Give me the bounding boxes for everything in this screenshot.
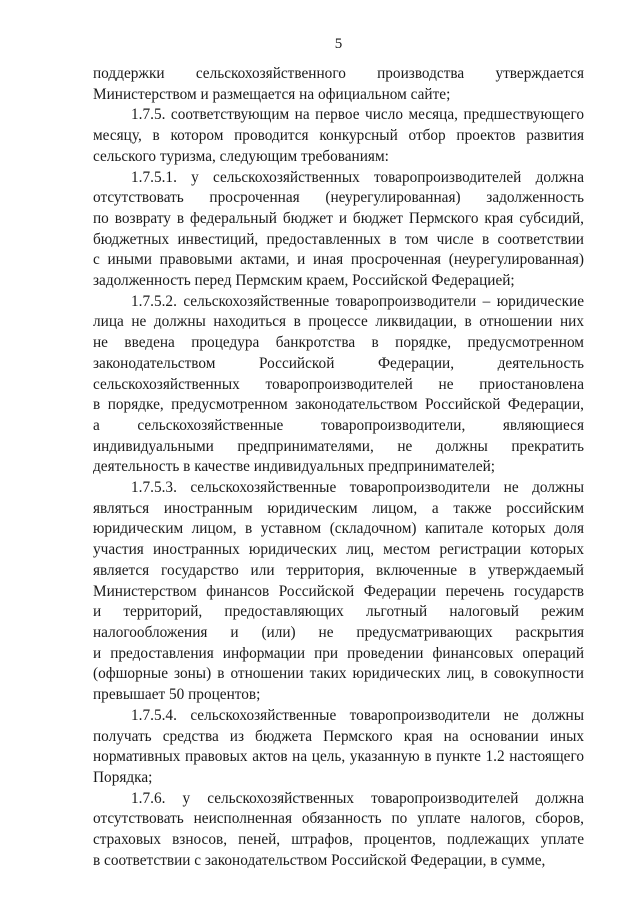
text-line: юридическим лицом, в уставном (складочном) капитале которых доля <box>93 520 584 538</box>
text-line: индивидуальными предпринимателями, не должны прекратить <box>93 437 584 455</box>
text-line: и предоставления информации при проведении финансовых операций <box>93 644 584 662</box>
text-line: сельскохозяйственных товаропроизводителей не приостановлена <box>93 375 584 393</box>
text-line: 1.7.5.3. сельскохозяйственные товаропроизводители не должны <box>131 479 584 497</box>
paragraph <box>93 105 584 167</box>
paragraph <box>93 292 584 478</box>
text-line: Порядка; <box>93 768 153 786</box>
text-line: налогообложения и (или) не предусматривающих раскрытия <box>93 623 584 641</box>
text-line: законодательством Российской Федерации, деятельность <box>93 354 584 372</box>
text-line: в порядке, предусмотренном законодательством Российской Федерации, <box>93 396 584 414</box>
text-line: бюджетных инвестиций, предоставленных в том числе в соответствии <box>93 230 584 248</box>
text-line: в соответствии с законодательством Российской Федерации, в сумме, <box>93 851 546 869</box>
text-line: отсутствовать неисполненная обязанность по уплате налогов, сборов, <box>93 810 584 828</box>
text-line: страховых взносов, пеней, штрафов, процентов, подлежащих уплате <box>93 831 584 849</box>
text-line: 1.7.5.4. сельскохозяйственные товаропроизводители не должны <box>131 706 584 724</box>
text-line: месяцу, в котором проводится конкурсный отбор проектов развития <box>93 127 584 145</box>
paragraph <box>93 478 584 706</box>
text-line: получать средства из бюджета Пермского края на основании иных <box>93 727 584 745</box>
text-line: Министерством и размещается на официальном сайте; <box>93 85 451 103</box>
text-line: 1.7.5.1. у сельскохозяйственных товаропроизводителей должна <box>131 168 584 186</box>
text-line: (офшорные зоны) в отношении таких юридических лиц, в совокупности <box>93 665 584 683</box>
text-line: 1.7.5.2. сельскохозяйственные товаропроизводители – юридические <box>131 292 584 310</box>
paragraph <box>93 706 584 789</box>
text-line: отсутствовать просроченная (неурегулированная) задолженность <box>93 189 584 207</box>
text-line: 1.7.5. соответствующим на первое число месяца, предшествующего <box>131 106 584 124</box>
text-line: а сельскохозяйственные товаропроизводители, являющиеся <box>93 416 584 434</box>
text-line: деятельность в качестве индивидуальных предпринимателей; <box>93 458 496 476</box>
paragraph <box>93 64 584 105</box>
text-line: Министерством финансов Российской Федерации перечень государств <box>93 582 584 600</box>
text-line: нормативных правовых актов на цель, указанную в пункте 1.2 настоящего <box>93 748 584 766</box>
text-line: и территорий, предоставляющих льготный налоговый режим <box>93 603 584 621</box>
document-body <box>93 64 584 871</box>
text-line: сельского туризма, следующим требованиям: <box>93 147 389 165</box>
page-number: 5 <box>334 36 343 52</box>
text-line: не введена процедура банкротства в порядке, предусмотренном <box>93 334 584 352</box>
text-line: лица не должны находиться в процессе ликвидации, в отношении них <box>93 313 584 331</box>
text-line: задолженность перед Пермским краем, Российской Федерацией; <box>93 272 515 290</box>
text-line: поддержки сельскохозяйственного производства утверждается <box>93 65 584 82</box>
text-line: по возврату в федеральный бюджет и бюджет Пермского края субсидий, <box>93 209 584 227</box>
paragraph <box>93 168 584 292</box>
text-line: является государство или территория, включенные в утверждаемый <box>93 561 584 579</box>
text-line: с иными правовыми актами, и иная просроченная (неурегулированная) <box>93 251 584 269</box>
paragraph <box>93 789 584 872</box>
text-line: 1.7.6. у сельскохозяйственных товаропроизводителей должна <box>131 789 584 807</box>
text-line: являться иностранным юридическим лицом, а также российским <box>93 499 584 517</box>
text-line: превышает 50 процентов; <box>93 686 261 704</box>
text-line: участия иностранных юридических лиц, местом регистрации которых <box>93 541 584 559</box>
